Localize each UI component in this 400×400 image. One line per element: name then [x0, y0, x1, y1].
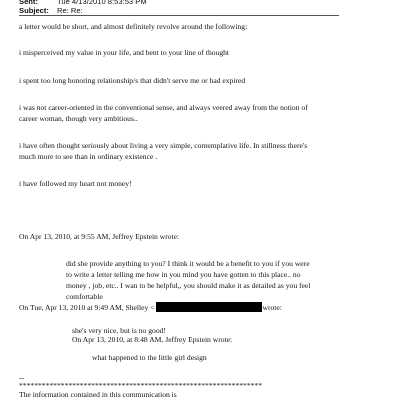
footer-stars: ****************************************************************: [19, 381, 262, 390]
quote1-line-4: comfortable: [66, 292, 103, 301]
body-paragraph-5-line-1: i have often thought seriously about living a very simple, contemplative life. In stillness there's: [19, 141, 308, 150]
header-divider: [19, 15, 339, 16]
quote2-intro-suffix: wrote:: [262, 303, 282, 312]
quote2-line-2: On Apr 13, 2010, at 8:48 AM, Jeffrey Epstein wrote:: [72, 335, 233, 344]
subject-label: Subject:: [19, 6, 49, 15]
body-paragraph-1: a letter would be short, and almost definitely revolve around the following:: [19, 22, 248, 31]
quote2-line-3: what happened to the little girl design: [92, 353, 207, 362]
body-paragraph-2: i misperceived my value in your life, and bent to your line of thought: [19, 48, 230, 57]
subject-row: [19, 6, 83, 15]
subject-value: Re: Re:: [57, 6, 83, 15]
quote2-line-1: she's very nice, but is no good!: [72, 326, 166, 335]
footer-dash: --: [19, 373, 25, 382]
sent-value: Tue 4/13/2010 8:53:53 PM: [57, 0, 147, 6]
sent-label: Sent:: [19, 0, 38, 6]
body-paragraph-6: i have followed my heart not money!: [19, 179, 132, 188]
body-paragraph-4-line-1: i was not career-oriented in the conventional sense, and always veered away from the notion of: [19, 103, 308, 112]
quote2-intro-prefix: On Tue, Apr 13, 2010 at 9:49 AM, Shelley <: [19, 303, 155, 312]
quote1-intro: On Apr 13, 2010, at 9:55 AM, Jeffrey Epstein wrote:: [19, 232, 180, 241]
body-paragraph-5-line-2: much more to see than in ordinary existence .: [19, 152, 158, 161]
body-paragraph-4-line-2: career woman, though very ambitious..: [19, 114, 138, 123]
redaction-bar: [156, 302, 262, 312]
quote1-line-1: did she provide anything to you? I think it would be a benefit to you if you were: [66, 259, 310, 268]
body-paragraph-3: i spent too long honoring relationship/s that didn't serve me or had expired: [19, 76, 246, 85]
quote1-line-3: money , job, etc.. I wan to be helpful,, you should make it as detailed as you feel: [66, 281, 311, 290]
quote1-line-2: to write a letter telling me how in you mind you have gotten to this place.. no: [66, 270, 301, 279]
quote2-intro: [19, 302, 282, 313]
footer-notice: The information contained in this communication is: [19, 390, 177, 399]
